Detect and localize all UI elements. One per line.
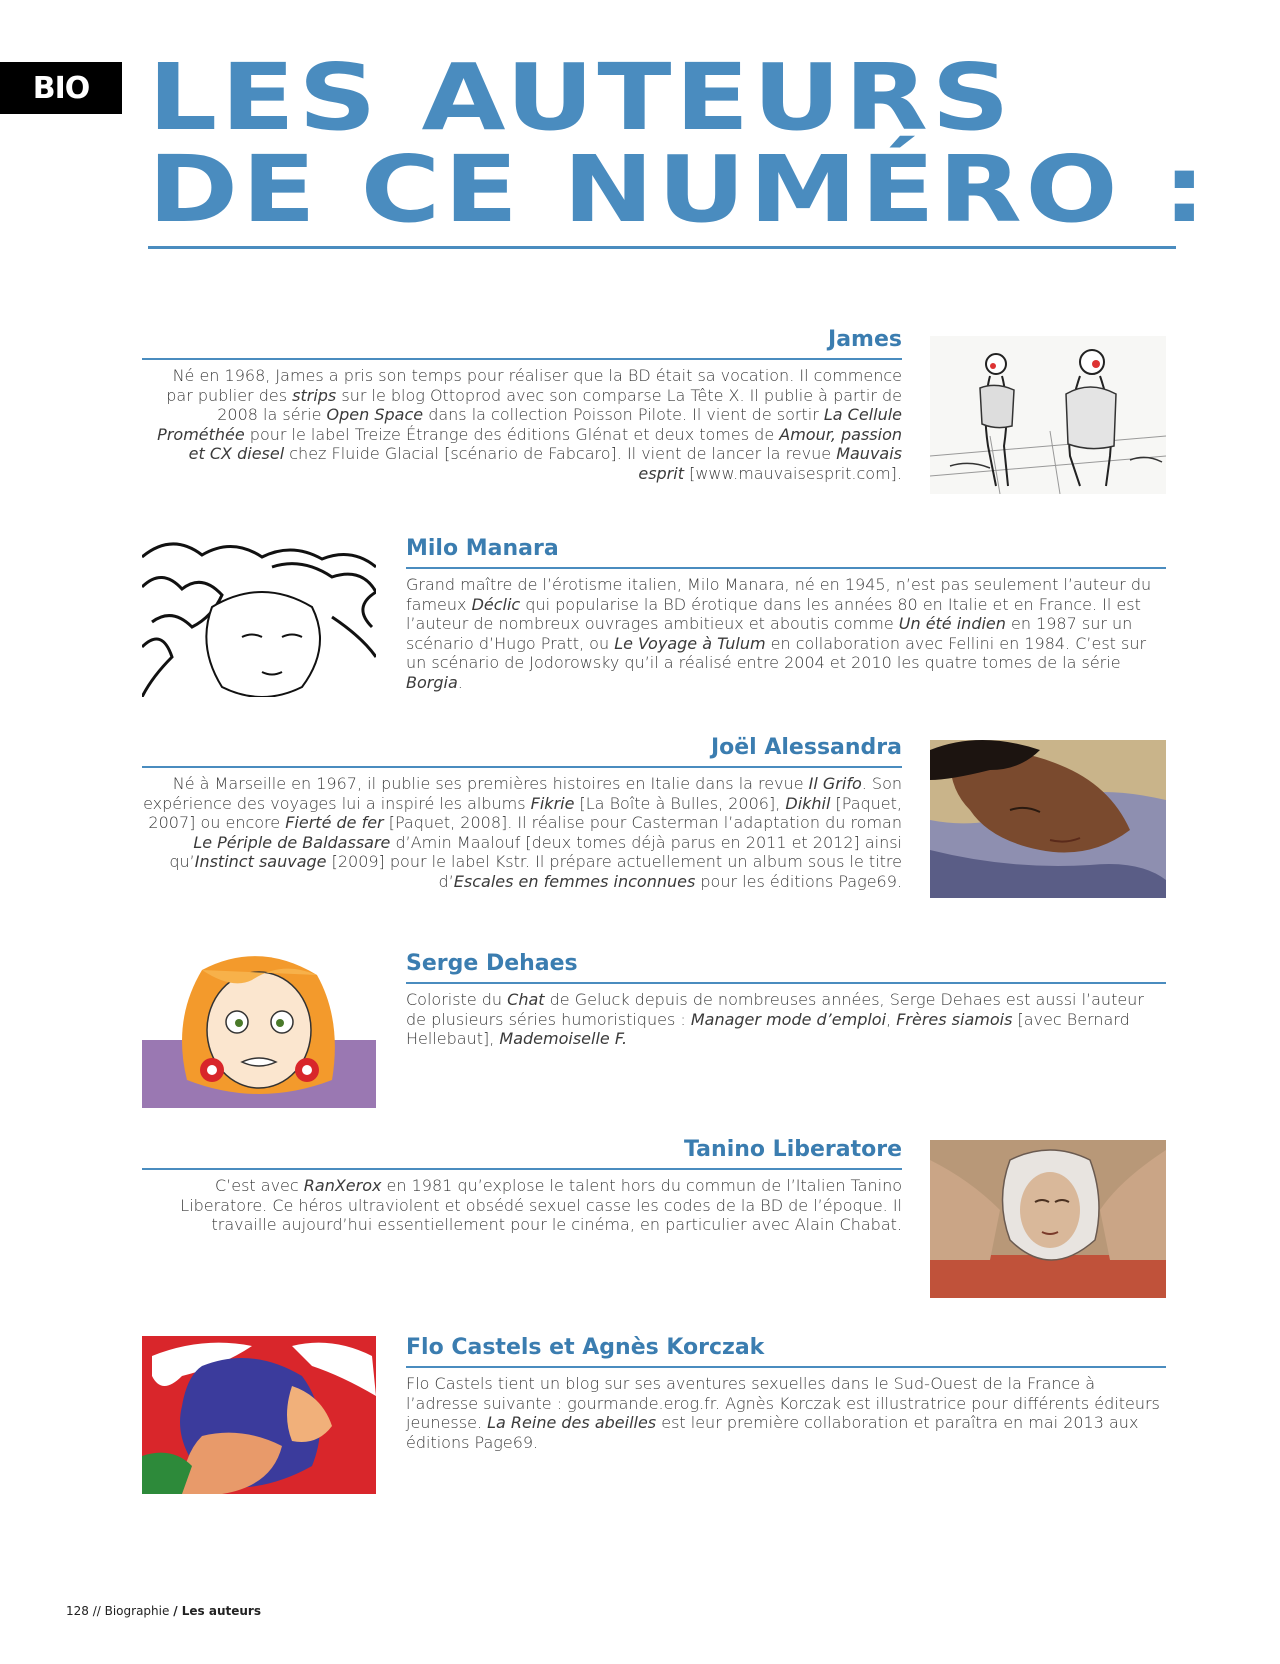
author-name: Flo Castels et Agnès Korczak: [406, 1334, 1166, 1368]
author-name: Milo Manara: [406, 535, 1166, 569]
page-title: [148, 44, 1210, 243]
page-footer: [66, 1604, 261, 1618]
author-name: James: [142, 326, 902, 360]
author-entry-liberatore: [142, 1136, 902, 1235]
author-bio: Coloriste du Chat de Geluck depuis de nombreuses années, Serge Dehaes est aussi l’auteur de plusieurs séries humoristiques : Manager mode d’emploi, Frères siamois [avec Bernard Hellebaut], Mademoiselle F.: [406, 990, 1144, 1048]
author-bio: Né en 1968, James a pris son temps pour réaliser que la BD était sa vocation. Il commence par publier des strips sur le blog Ottoprod avec son comparse La Tête X. Il publie à partir de 2008 la série Open Space dans la collection Poisson Pilote. Il vient de sortir La Cellule Prométhée pour le label Treize Étrange des éditions Glénat et deux tomes de Amour, passion et CX diesel chez Fluide Glacial [scénario de Fabcaro]. Il vient de lancer la revue Mauvais esprit [www.mauvaisesprit.com].: [157, 366, 902, 483]
liberatore-illustration: [930, 1140, 1166, 1298]
author-entry-alessandra: [142, 734, 902, 891]
page-number: 128 // Biographie: [66, 1604, 170, 1618]
author-entry-dehaes: [406, 950, 1166, 1049]
footer-section: / Les auteurs: [173, 1604, 261, 1618]
author-bio: Grand maître de l’érotisme italien, Milo Manara, né en 1945, n’est pas seulement l’auteur du fameux Déclic qui popularise la BD érotique dans les années 80 en Italie et en France. Il est l’auteur de nombreux ouvrages ambitieux et aboutis comme Un été indien en 1987 sur un scénario d’Hugo Pratt, ou Le Voyage à Tulum en collaboration avec Fellini en 1984. C’est sur un scénario de Jodorowsky qu’il a réalisé entre 2004 et 2010 les quatre tomes de la série Borgia.: [406, 575, 1152, 692]
title-line-1: LES AUTEURS: [148, 44, 1014, 151]
section-tag: BIO: [0, 62, 122, 114]
author-entry-manara: [406, 535, 1166, 692]
author-entry-castels-korczak: [406, 1334, 1166, 1452]
manara-illustration: [142, 537, 376, 697]
author-entry-james: [142, 326, 902, 483]
author-bio: Né à Marseille en 1967, il publie ses premières histoires en Italie dans la revue Il Grifo. Son expérience des voyages lui a inspiré les albums Fikrie [La Boîte à Bulles, 2006], Dikhil [Paquet, 2007] ou encore Fierté de fer [Paquet, 2008]. Il réalise pour Casterman l’adaptation du roman Le Périple de Baldassare d’Amin Maalouf [deux tomes déjà parus en 2011 et 2012] ainsi qu’Instinct sauvage [2009] pour le label Kstr. Il prépare actuellement un album sous le titre d’Escales en femmes inconnues pour les éditions Page69.: [143, 774, 902, 891]
author-name: Joël Alessandra: [142, 734, 902, 768]
author-name: Serge Dehaes: [406, 950, 1166, 984]
author-name: Tanino Liberatore: [142, 1136, 902, 1170]
james-illustration: [930, 336, 1166, 494]
author-bio: Flo Castels tient un blog sur ses aventures sexuelles dans le Sud-Ouest de la France à l’adresse suivante : gourmande.erog.fr. Agnès Korczak est illustratrice pour différents éditeurs jeunesse. La Reine des abeilles est leur première collaboration et paraîtra en mai 2013 aux éditions Page69.: [406, 1374, 1160, 1452]
castels-korczak-illustration: [142, 1336, 376, 1494]
title-line-2: DE CE NUMÉRO :: [148, 136, 1210, 243]
title-divider: [148, 246, 1176, 249]
dehaes-illustration: [142, 950, 376, 1108]
alessandra-illustration: [930, 740, 1166, 898]
author-bio: C’est avec RanXerox en 1981 qu’explose le talent hors du commun de l’Italien Tanino Liberatore. Ce héros ultraviolent et obsédé sexuel casse les codes de la BD de l’époque. Il travaille aujourd’hui essentiellement pour le cinéma, en particulier avec Alain Chabat.: [180, 1176, 902, 1234]
